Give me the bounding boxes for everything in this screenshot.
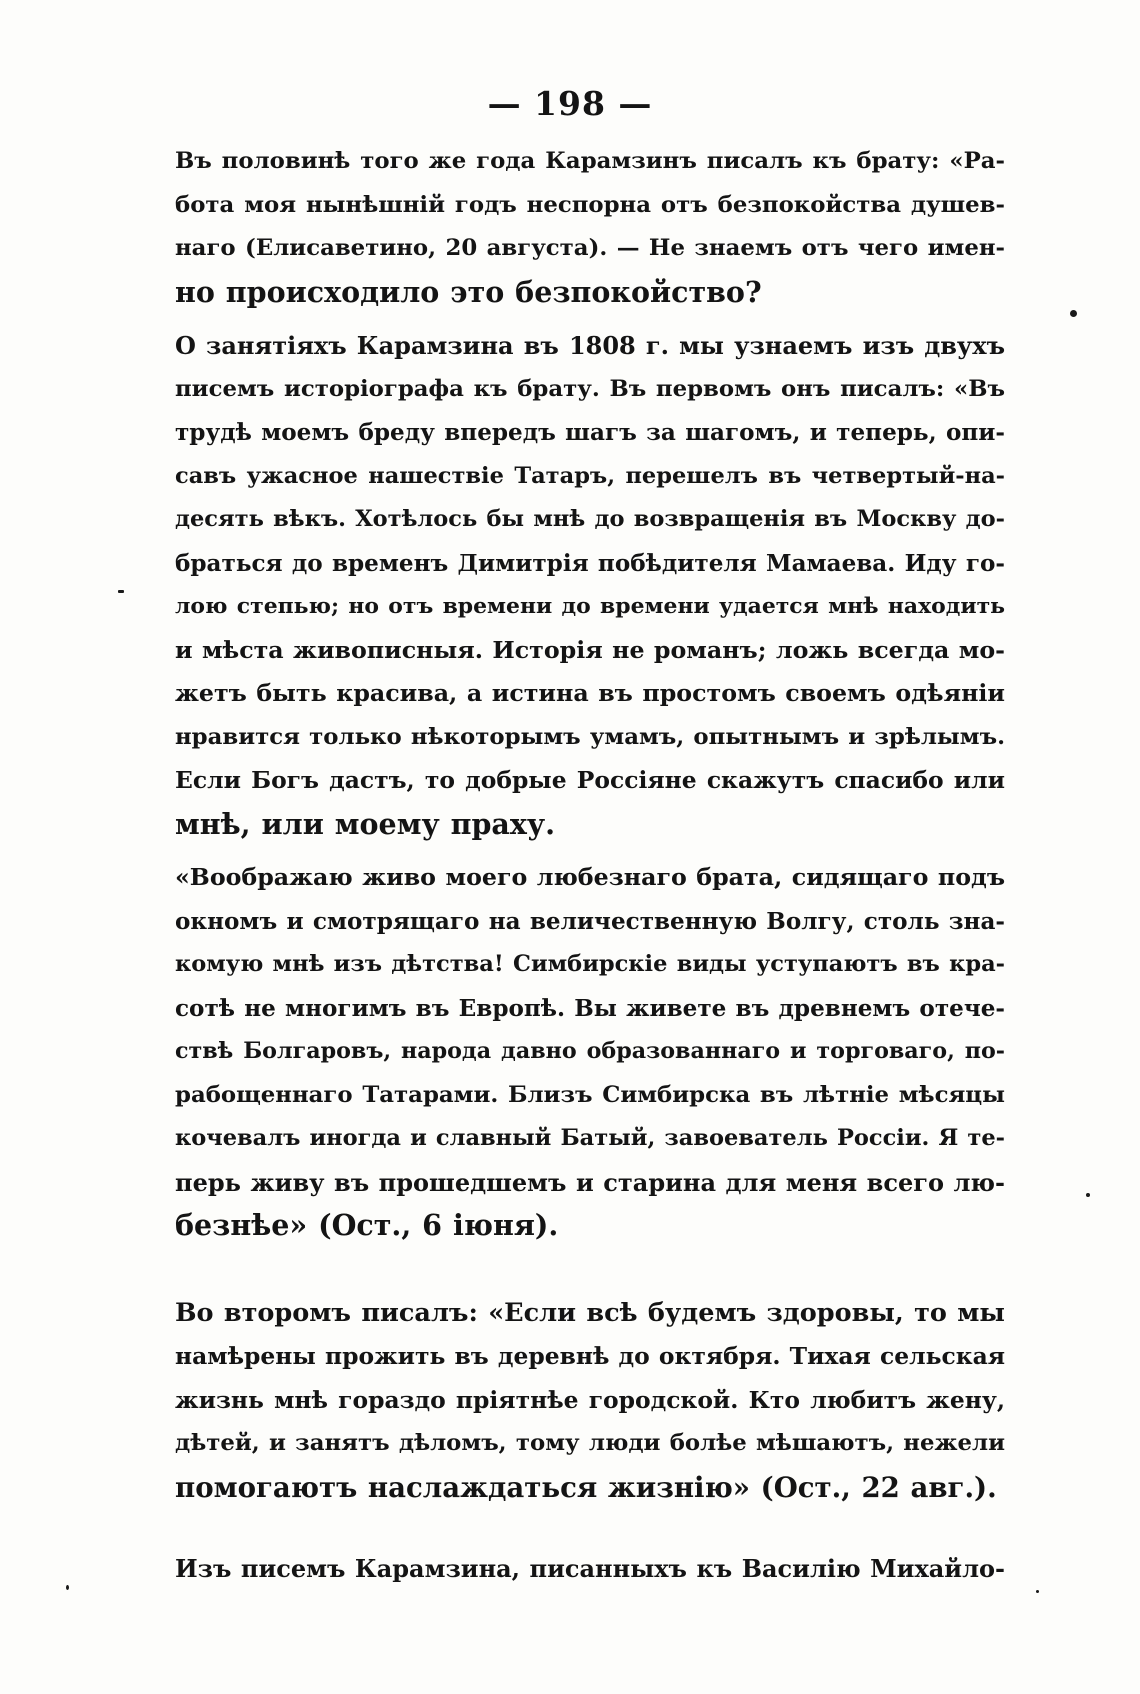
text-line: безнѣе» (Ост., 6 іюня). — [175, 1208, 559, 1242]
text-line: мнѣ, или моему праху. — [175, 806, 556, 841]
text-line: О занятіяхъ Карамзина въ 1808 г. мы узнаемъ изъ двухъ — [175, 331, 1005, 360]
text-line: комую мнѣ изъ дѣтства! Симбирскіе виды уступаютъ въ кра- — [175, 951, 1005, 977]
ink-speck — [66, 1585, 69, 1590]
text-line: «Воображаю живо моего любезнаго брата, сидящаго подъ — [175, 863, 1005, 891]
text-line: намѣрены прожить въ деревнѣ до октября. Тихая сельская — [175, 1342, 1006, 1370]
text-line: дѣтей, и занятъ дѣломъ, тому люди болѣе мѣшаютъ, нежели — [175, 1430, 1005, 1456]
ink-speck — [118, 590, 124, 593]
text-line: перь живу въ прошедшемъ и старина для меня всего лю- — [175, 1167, 1005, 1197]
text-line: наго (Елисаветино, 20 августа). — Не знаемъ отъ чего имен- — [175, 235, 1005, 261]
text-line: рабощеннаго Татарами. Близъ Симбирска въ лѣтніе мѣсяцы — [175, 1081, 1005, 1108]
text-line: десять вѣкъ. Хотѣлось бы мнѣ до возвращенія въ Москву до- — [175, 506, 1005, 532]
text-line: Если Богъ дастъ, то добрые Россіяне скажутъ спасибо или — [175, 766, 1005, 794]
text-line: браться до временъ Димитрія побѣдителя Мамаева. Иду го- — [175, 549, 1005, 577]
text-line: савъ ужасное нашествіе Татаръ, перешелъ въ четвертый-на- — [175, 462, 1005, 489]
paragraph-5 — [175, 1547, 1005, 1591]
ink-speck — [1036, 1590, 1039, 1593]
text-line: окномъ и смотрящаго на величественную Волгу, столь зна- — [175, 907, 1005, 935]
text-line: и мѣста живописныя. Исторія не романъ; ложь всегда мо- — [175, 635, 1005, 664]
text-line: Въ половинѣ того же года Карамзинъ писалъ къ брату: «Ра- — [175, 148, 1005, 174]
text-line: писемъ исторіографа къ брату. Въ первомъ онъ писалъ: «Въ — [175, 375, 1005, 402]
text-line: жетъ быть красива, а истина въ простомъ своемъ одѣяніи — [175, 679, 1005, 707]
text-line: ствѣ Болгаровъ, народа давно образованнаго и торговаго, по- — [175, 1038, 1005, 1064]
text-line: но происходило это безпокойство? — [175, 274, 762, 309]
paragraph-4 — [175, 1292, 1005, 1510]
paragraph-2 — [175, 324, 1005, 846]
text-line: лою степью; но отъ времени до времени удается мнѣ находить — [175, 593, 1005, 619]
paragraph-3 — [175, 856, 1005, 1248]
paragraph-1 — [175, 140, 1005, 314]
text-line: сотѣ не многимъ въ Европѣ. Вы живете въ древнемъ отече- — [175, 994, 1005, 1022]
text-line: кочевалъ иногда и славный Батый, завоеватель Россіи. Я те- — [175, 1125, 1005, 1151]
ink-speck — [1070, 310, 1077, 317]
body-text — [175, 140, 1005, 1591]
text-line: Во второмъ писалъ: «Если всѣ будемъ здоровы, то мы — [175, 1297, 1005, 1328]
text-line: жизнь мнѣ гораздо пріятнѣе городской. Кто любитъ жену, — [175, 1385, 1005, 1414]
text-line: нравится только нѣкоторымъ умамъ, опытнымъ и зрѣлымъ. — [175, 723, 1005, 750]
text-line: Изъ писемъ Карамзина, писанныхъ къ Василію Михайло- — [175, 1554, 1005, 1583]
text-line: помогаютъ наслаждаться жизнію» (Ост., 22 авг.). — [175, 1470, 997, 1504]
page-number: — 198 — — [487, 84, 653, 123]
text-line: трудѣ моемъ бреду впередъ шагъ за шагомъ, и теперь, опи- — [175, 419, 1005, 446]
text-line: бота моя нынѣшній годъ неспорна отъ безпокойства душев- — [175, 191, 1005, 218]
ink-speck — [1086, 1193, 1090, 1197]
